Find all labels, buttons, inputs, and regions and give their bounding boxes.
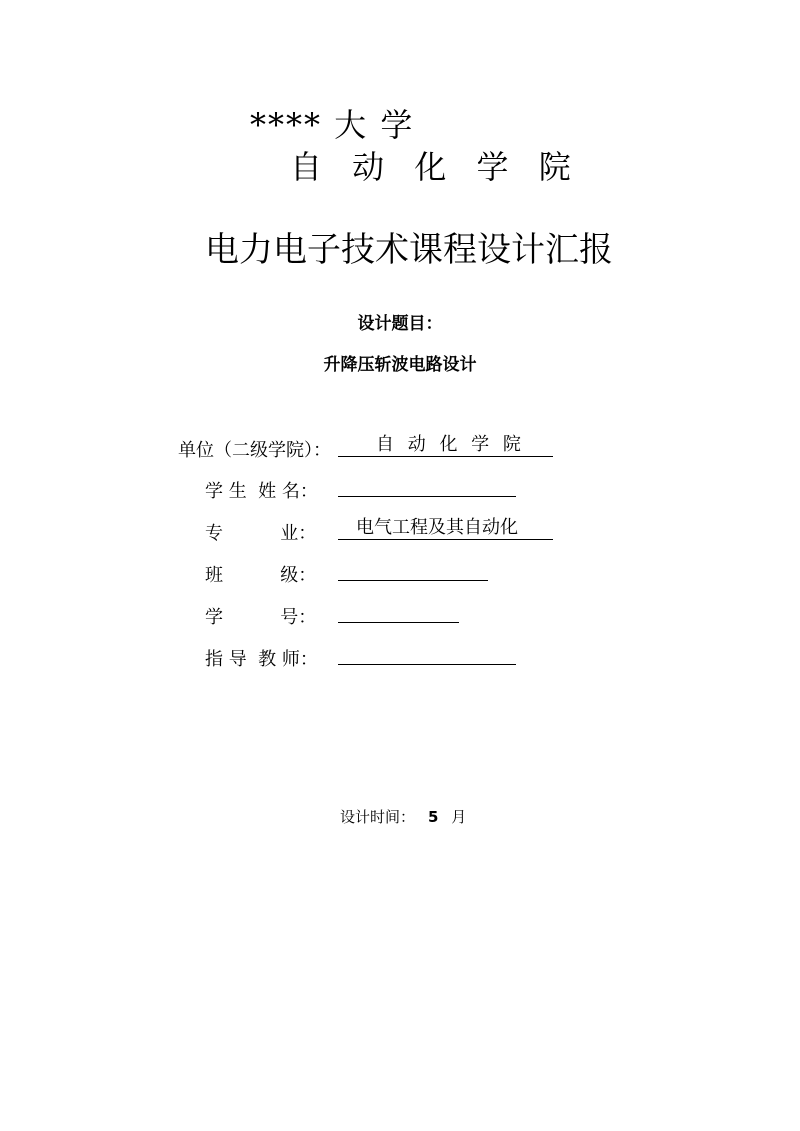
- field-major-label: 专 业：: [205, 523, 317, 544]
- field-class-label: 班 级：: [205, 565, 317, 586]
- field-unit-label: 单位（二级学院）：: [178, 440, 331, 461]
- field-advisor-label: 指 导 教 师：: [205, 649, 318, 670]
- field-major-text: 电气工程及其自动化: [356, 517, 518, 538]
- field-student-name-value[interactable]: [338, 474, 516, 497]
- field-student-name-label: 学 生 姓 名：: [205, 481, 318, 502]
- field-unit-value: [338, 434, 553, 457]
- design-time-label: 设计时间：: [340, 808, 416, 826]
- field-advisor-value[interactable]: [338, 642, 516, 665]
- college-name: 自 动 化 学 院: [290, 148, 581, 186]
- topic-value: 升降压斩波电路设计: [323, 355, 477, 375]
- field-unit-text: 自 动 化 学 院: [376, 434, 525, 455]
- report-title: 电力电子技术课程设计汇报: [205, 230, 613, 270]
- design-time-value: [428, 806, 466, 827]
- field-class-value[interactable]: [338, 558, 488, 581]
- university-name: **** 大 学: [250, 106, 415, 144]
- field-student-id-value[interactable]: [338, 600, 459, 623]
- field-major-value: [338, 517, 553, 540]
- design-month-unit: 月: [451, 808, 467, 826]
- field-student-id-label: 学 号：: [205, 607, 317, 628]
- topic-label: 设计题目：: [357, 314, 443, 334]
- design-month-number: 5: [428, 808, 439, 826]
